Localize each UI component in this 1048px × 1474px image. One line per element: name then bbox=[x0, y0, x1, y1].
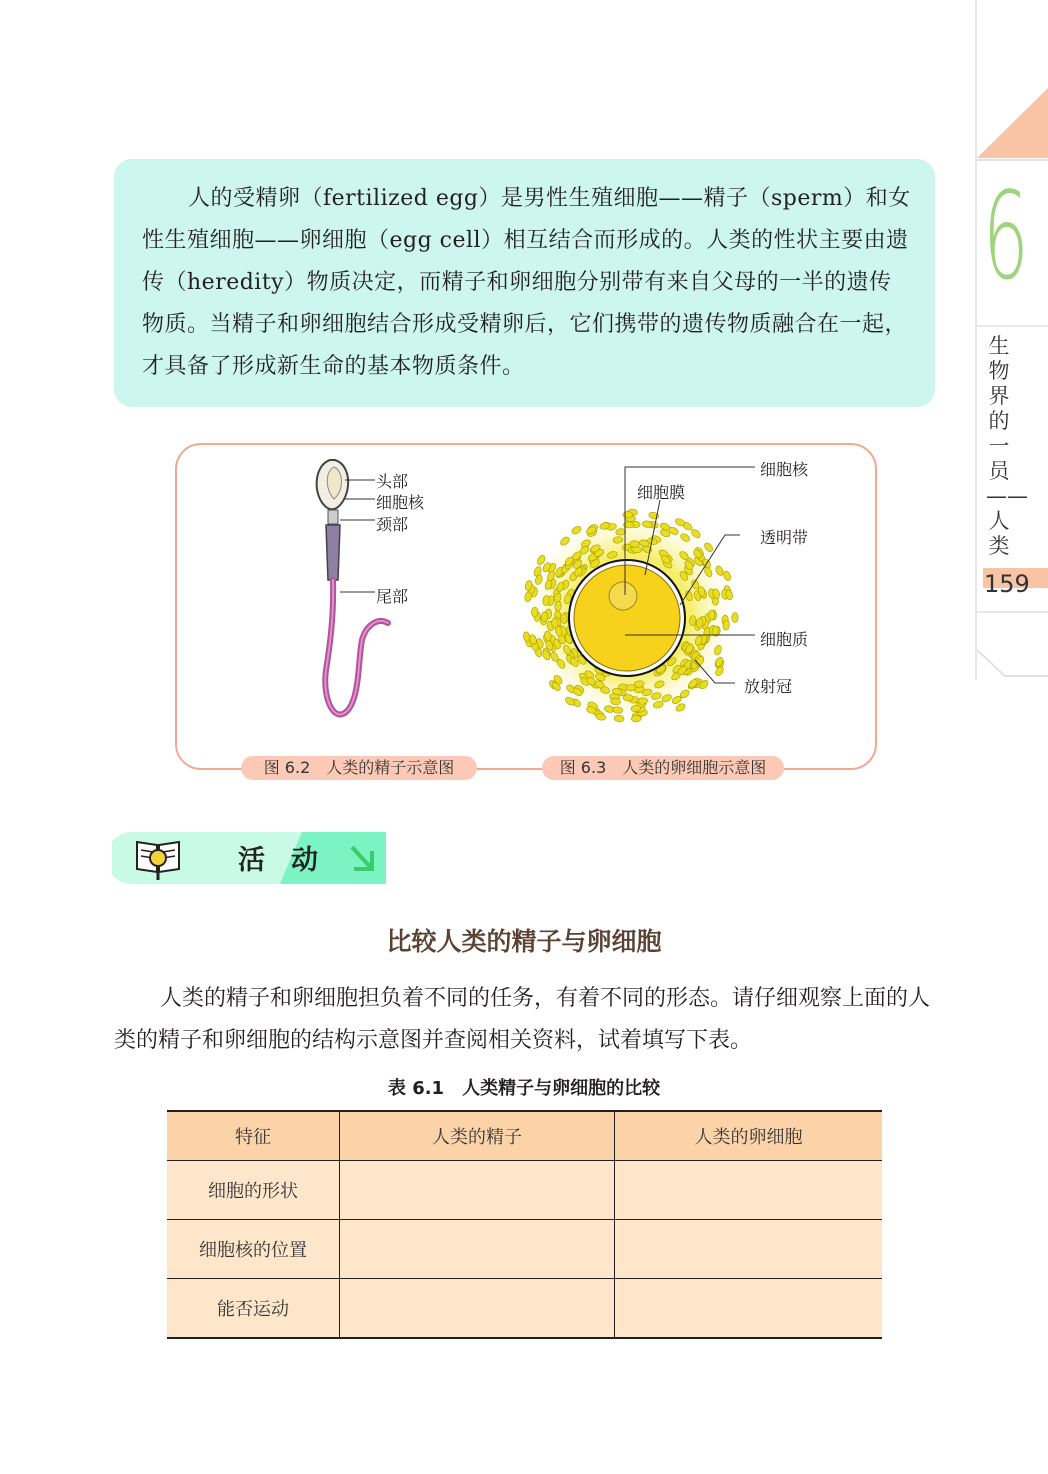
label-corona: 放射冠 bbox=[744, 677, 793, 696]
row-label: 能否运动 bbox=[167, 1279, 340, 1339]
label-neck: 颈部 bbox=[376, 515, 409, 534]
comparison-table bbox=[167, 1110, 882, 1339]
cell-sperm[interactable] bbox=[340, 1220, 615, 1279]
activity-text: 人类的精子和卵细胞担负着不同的任务，有着不同的形态。请仔细观察上面的人类的精子和卵细胞的结构示意图并查阅相关资料，试着填写下表。 bbox=[114, 986, 931, 1053]
label-tail: 尾部 bbox=[376, 587, 409, 606]
corona-cell bbox=[623, 695, 633, 702]
cell-sperm[interactable] bbox=[340, 1279, 615, 1339]
caption-sperm: 图 6.2 人类的精子示意图 bbox=[241, 756, 477, 780]
caption-egg: 图 6.3 人类的卵细胞示意图 bbox=[542, 756, 784, 780]
label-sperm-nucleus: 细胞核 bbox=[376, 493, 425, 512]
label-membrane: 细胞膜 bbox=[637, 483, 686, 502]
corona-cell bbox=[631, 715, 641, 722]
header-feature: 特征 bbox=[167, 1111, 340, 1161]
cell-egg[interactable] bbox=[615, 1220, 883, 1279]
table-header-row bbox=[167, 1111, 882, 1161]
activity-label: 活动 bbox=[238, 845, 344, 876]
table-row bbox=[167, 1220, 882, 1279]
header-sperm: 人类的精子 bbox=[340, 1111, 615, 1161]
header-egg: 人类的卵细胞 bbox=[615, 1111, 883, 1161]
table-row bbox=[167, 1161, 882, 1220]
activity-title: 比较人类的精子与卵细胞 bbox=[386, 927, 662, 956]
book-magnifier-icon bbox=[134, 836, 182, 882]
cell-egg[interactable] bbox=[615, 1161, 883, 1220]
sperm-leader-lines bbox=[335, 470, 380, 600]
chapter-number: 6 bbox=[983, 168, 1029, 307]
label-head: 头部 bbox=[376, 472, 409, 491]
label-egg-nucleus: 细胞核 bbox=[760, 460, 809, 479]
cell-sperm[interactable] bbox=[340, 1161, 615, 1220]
table-row bbox=[167, 1279, 882, 1339]
label-zona: 透明带 bbox=[760, 528, 809, 547]
row-label: 细胞核的位置 bbox=[167, 1220, 340, 1279]
intro-paragraph: 人的受精卵（fertilized egg）是男性生殖细胞——精子（sperm）和女性生殖细胞——卵细胞（egg cell）相互结合而形成的。人类的性状主要由遗传（heredity）物质决定，而精子和卵细胞分别带有来自父母的一半的遗传物质。当精子和卵细胞结合形成受精卵后，它们携带的遗传物质融合在一起，才具备了形成新生命的基本物质条件。 bbox=[142, 186, 911, 379]
chapter-title: 生物界的一员——人类 bbox=[986, 334, 1028, 558]
row-label: 细胞的形状 bbox=[167, 1161, 340, 1220]
table-caption: 表 6.1 人类精子与卵细胞的比较 bbox=[387, 1078, 661, 1099]
label-cytoplasm: 细胞质 bbox=[760, 630, 809, 649]
page-number: 159 bbox=[984, 570, 1030, 598]
cell-egg[interactable] bbox=[615, 1279, 883, 1339]
